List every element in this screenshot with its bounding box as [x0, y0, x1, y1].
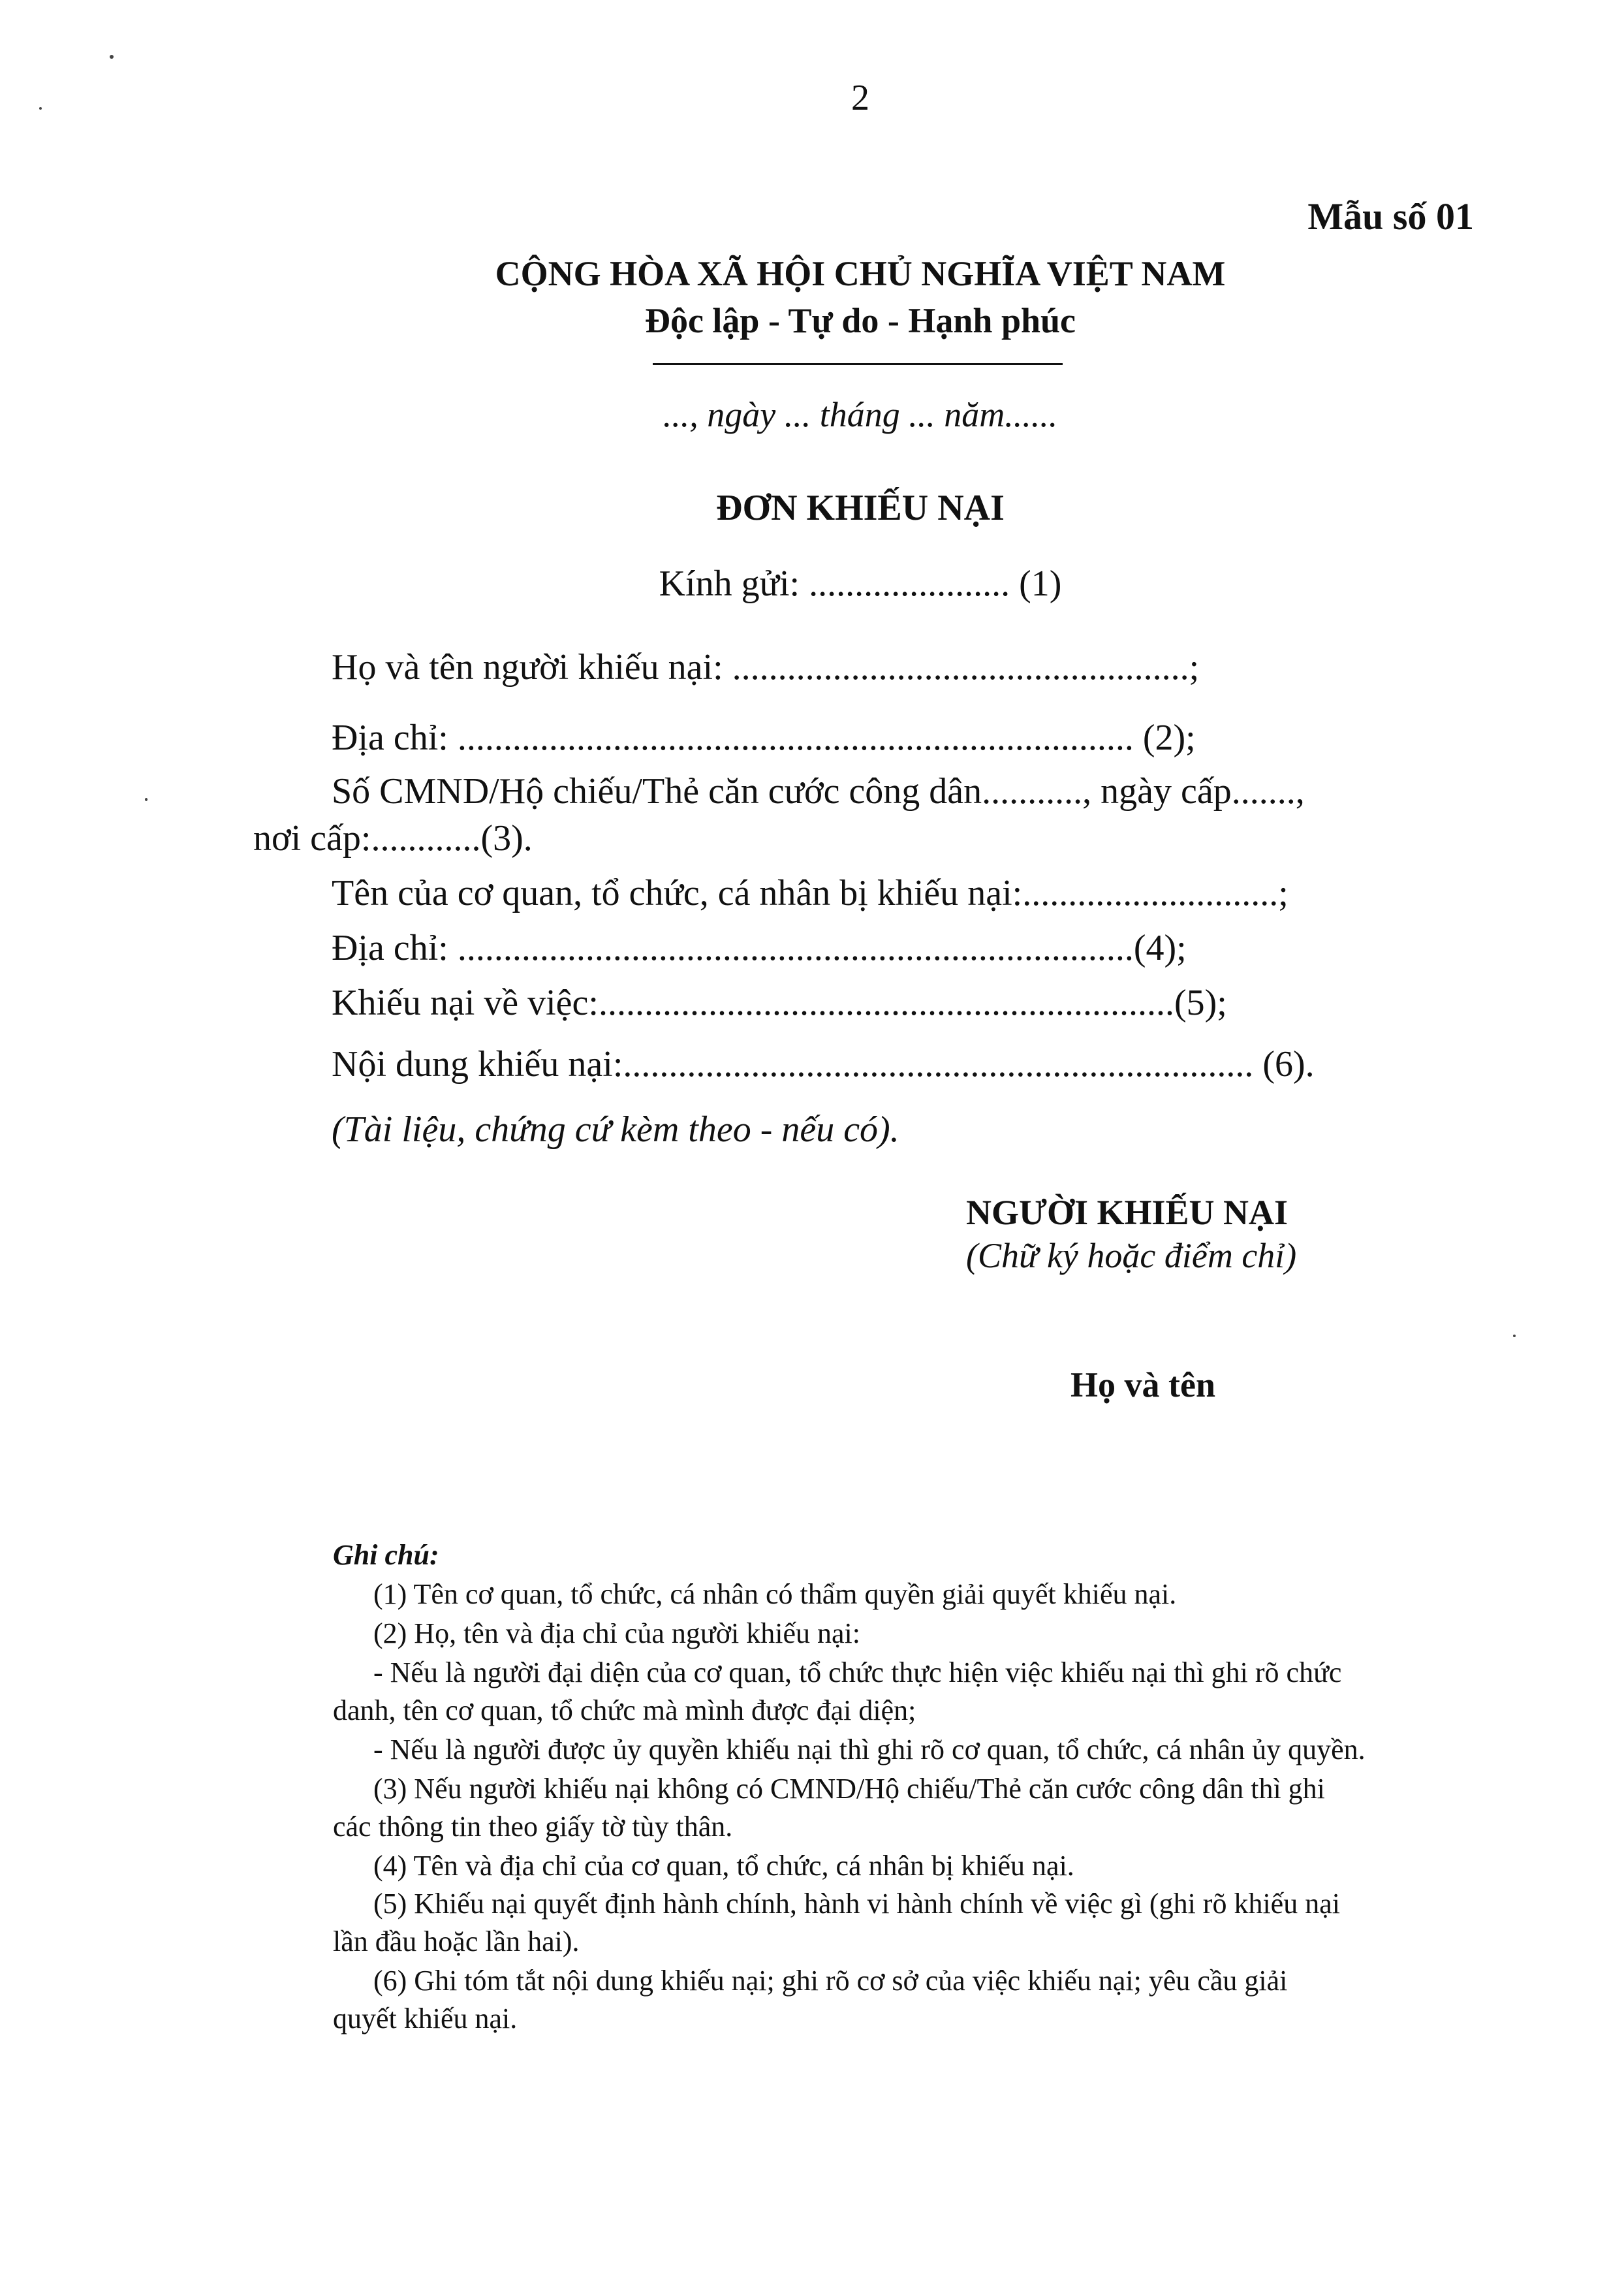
- complainant-address-field: Địa chỉ: .......................................................................... (2);: [332, 718, 1196, 758]
- attachments-note: (Tài liệu, chứng cứ kèm theo - nếu có).: [332, 1109, 899, 1150]
- document-title: ĐƠN KHIẾU NẠI: [716, 488, 1005, 528]
- note-item: - Nếu là người được ủy quyền khiếu nại thì ghi rõ cơ quan, tổ chức, cá nhân ủy quyền.: [373, 1734, 1366, 1765]
- motto-underline: [653, 363, 1063, 365]
- note-item-continued: các thông tin theo giấy tờ tùy thân.: [333, 1811, 733, 1843]
- id-document-field: [332, 770, 1470, 812]
- note-item: [373, 1772, 1470, 1805]
- note-item: [373, 1887, 1470, 1920]
- scan-speck: [110, 55, 114, 59]
- form-code: Mẫu số 01: [1307, 195, 1474, 238]
- note-text: (3) Nếu người khiếu nại không có CMND/Hộ chiếu/Thẻ căn cước công dân thì ghi: [373, 1773, 1325, 1805]
- notes-heading: Ghi chú:: [333, 1539, 439, 1571]
- national-motto: Độc lập - Tự do - Hạnh phúc: [644, 301, 1076, 340]
- date-line: ..., ngày ... tháng ... năm......: [663, 395, 1058, 434]
- note-item: (1) Tên cơ quan, tổ chức, cá nhân có thẩm quyền giải quyết khiếu nại.: [373, 1578, 1177, 1610]
- scan-speck: [1513, 1335, 1516, 1337]
- recipient-line: Kính gửi: ...................... (1): [659, 563, 1062, 604]
- scan-speck: [145, 798, 148, 801]
- respondent-name-field: Tên của cơ quan, tổ chức, cá nhân bị khiếu nại:............................;: [332, 873, 1288, 913]
- note-item: (4) Tên và địa chỉ của cơ quan, tổ chức, cá nhân bị khiếu nại.: [373, 1850, 1074, 1882]
- signer-name: Họ và tên: [1070, 1365, 1215, 1404]
- note-item: [373, 1964, 1470, 1997]
- page-number: 2: [851, 78, 869, 118]
- note-item-continued: danh, tên cơ quan, tổ chức mà mình được đại diện;: [333, 1694, 916, 1726]
- note-item: (2) Họ, tên và địa chỉ của người khiếu nại:: [373, 1617, 861, 1649]
- note-text: (5) Khiếu nại quyết định hành chính, hành vi hành chính về việc gì (ghi rõ khiếu nại: [373, 1888, 1340, 1920]
- note-text: - Nếu là người đại diện của cơ quan, tổ chức thực hiện việc khiếu nại thì ghi rõ chức: [373, 1656, 1342, 1688]
- note-item-continued: lần đầu hoặc lần hai).: [333, 1925, 580, 1957]
- signer-note: (Chữ ký hoặc điểm chỉ): [966, 1236, 1297, 1275]
- complainant-name-field: Họ và tên người khiếu nại: ..................................................;: [332, 647, 1200, 688]
- note-text: (6) Ghi tóm tắt nội dung khiếu nại; ghi rõ cơ sở của việc khiếu nại; yêu cầu giải: [373, 1965, 1288, 1997]
- note-item: [373, 1656, 1470, 1689]
- respondent-address-field: Địa chỉ: ..........................................................................(4);: [332, 928, 1187, 968]
- id-issue-place-field: nơi cấp:............(3).: [253, 818, 533, 859]
- national-title: CỘNG HÒA XÃ HỘI CHỦ NGHĨA VIỆT NAM: [495, 254, 1226, 293]
- signer-title: NGƯỜI KHIẾU NẠI: [966, 1193, 1288, 1232]
- note-item-continued: quyết khiếu nại.: [333, 2003, 518, 2035]
- id-document-text: Số CMND/Hộ chiếu/Thẻ căn cước công dân..........., ngày cấp.......,: [332, 771, 1305, 812]
- complaint-subject-field: Khiếu nại về việc:...............................................................(5);: [332, 983, 1227, 1023]
- complaint-content-field: Nội dung khiếu nại:..................................................................... (6).: [332, 1044, 1315, 1085]
